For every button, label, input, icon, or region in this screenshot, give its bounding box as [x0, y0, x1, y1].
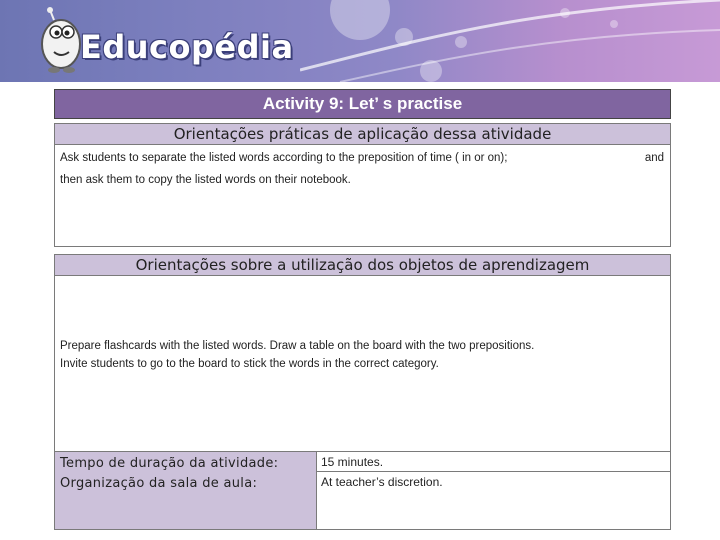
learning-objects-section	[54, 254, 671, 452]
learning-objects-text	[60, 337, 660, 373]
learning-objects-line-1: Prepare flashcards with the listed words. Draw a table on the board with the two prepositions.	[60, 340, 535, 352]
header-banner	[0, 0, 720, 82]
practical-guidelines-line-1	[60, 152, 664, 164]
duration-value: 15 minutes.	[321, 455, 384, 469]
learning-objects-line-2: Invite students to go to the board to stick the words in the correct category.	[60, 358, 439, 370]
duration-label: Tempo de duração da atividade:	[60, 456, 279, 471]
practical-guidelines-line-2: then ask them to copy the listed words on their notebook.	[60, 174, 351, 186]
organization-value: At teacher’s discretion.	[321, 475, 443, 489]
logo-text: Educopédia	[80, 28, 294, 66]
activity-title: Activity 9: Let’ s practise	[54, 89, 671, 119]
organization-label: Organização da sala de aula:	[60, 476, 258, 491]
practical-guidelines-line-1-text: Ask students to separate the listed words according to the preposition of time ( in or on);	[60, 152, 508, 164]
mascot-icon	[36, 6, 86, 74]
practical-guidelines-line-1-end: and	[644, 152, 664, 164]
practical-guidelines-heading: Orientações práticas de aplicação dessa atividade	[55, 124, 670, 145]
activity-details-table	[54, 451, 671, 530]
practical-guidelines-section	[54, 123, 671, 247]
decor-wave	[300, 0, 720, 82]
row-divider	[316, 471, 671, 472]
learning-objects-heading: Orientações sobre a utilização dos objetos de aprendizagem	[55, 255, 670, 276]
